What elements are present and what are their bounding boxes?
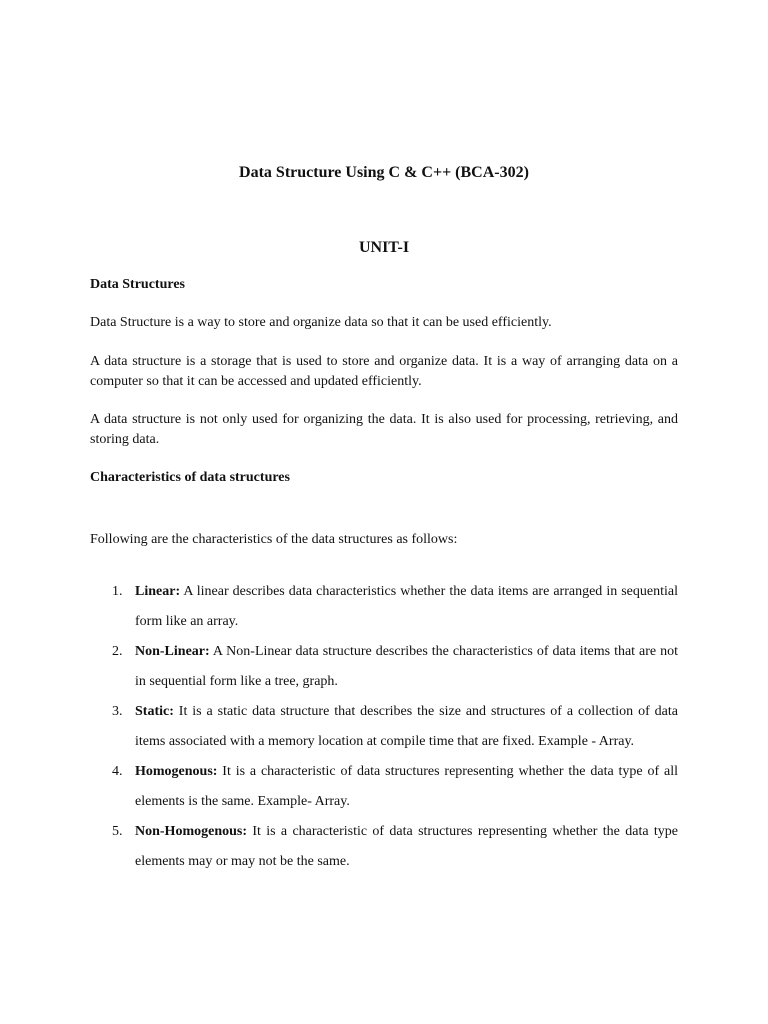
list-item-term: Homogenous: [135, 764, 218, 779]
list-item [90, 637, 678, 697]
list-item [90, 757, 678, 817]
paragraph-storage: A data structure is a storage that is used to store and organize data. It is a way of arranging data on a computer so that it can be accessed and updated efficiently. [90, 354, 678, 389]
list-item-number: 4. [112, 764, 123, 779]
list-item-text: A linear describes data characteristics whether the data items are arranged in sequential form like an array. [135, 584, 678, 629]
list-item-text: It is a characteristic of data structures representing whether the data type elements may or may not be the same. [135, 824, 678, 869]
list-item-term: Non-Homogenous: [135, 824, 248, 839]
list-item-text: It is a static data structure that describes the size and structures of a collection of data items associated with a memory location at compile time that are fixed. Example - Array. [135, 704, 678, 749]
characteristics-intro: Following are the characteristics of the data structures as follows: [90, 532, 458, 547]
list-item-term: Non-Linear: [135, 644, 210, 659]
list-item-text: It is a characteristic of data structures representing whether the data type of all elements is the same. Example- Array. [135, 764, 678, 809]
list-item-term: Linear: [135, 584, 181, 599]
list-item-number: 1. [112, 584, 123, 599]
list-item [90, 697, 678, 757]
list-item [90, 577, 678, 637]
list-item-number: 5. [112, 824, 123, 839]
list-item-number: 2. [112, 644, 123, 659]
section-heading-data-structures: Data Structures [90, 277, 186, 292]
list-item [90, 817, 678, 877]
list-item-number: 3. [112, 704, 123, 719]
paragraph-usage: A data structure is not only used for organizing the data. It is also used for processing, retrieving, and storing data. [90, 412, 678, 447]
section-heading-characteristics: Characteristics of data structures [90, 470, 290, 485]
document-title: Data Structure Using C & C++ (BCA-302) [239, 164, 529, 181]
paragraph-definition: Data Structure is a way to store and organize data so that it can be used efficiently. [90, 315, 552, 330]
characteristics-list [90, 577, 678, 877]
list-item-term: Static: [135, 704, 174, 719]
unit-title: UNIT-I [358, 239, 410, 256]
list-item-text: A Non-Linear data structure describes the characteristics of data items that are not in sequential form like a tree, graph. [135, 644, 678, 689]
